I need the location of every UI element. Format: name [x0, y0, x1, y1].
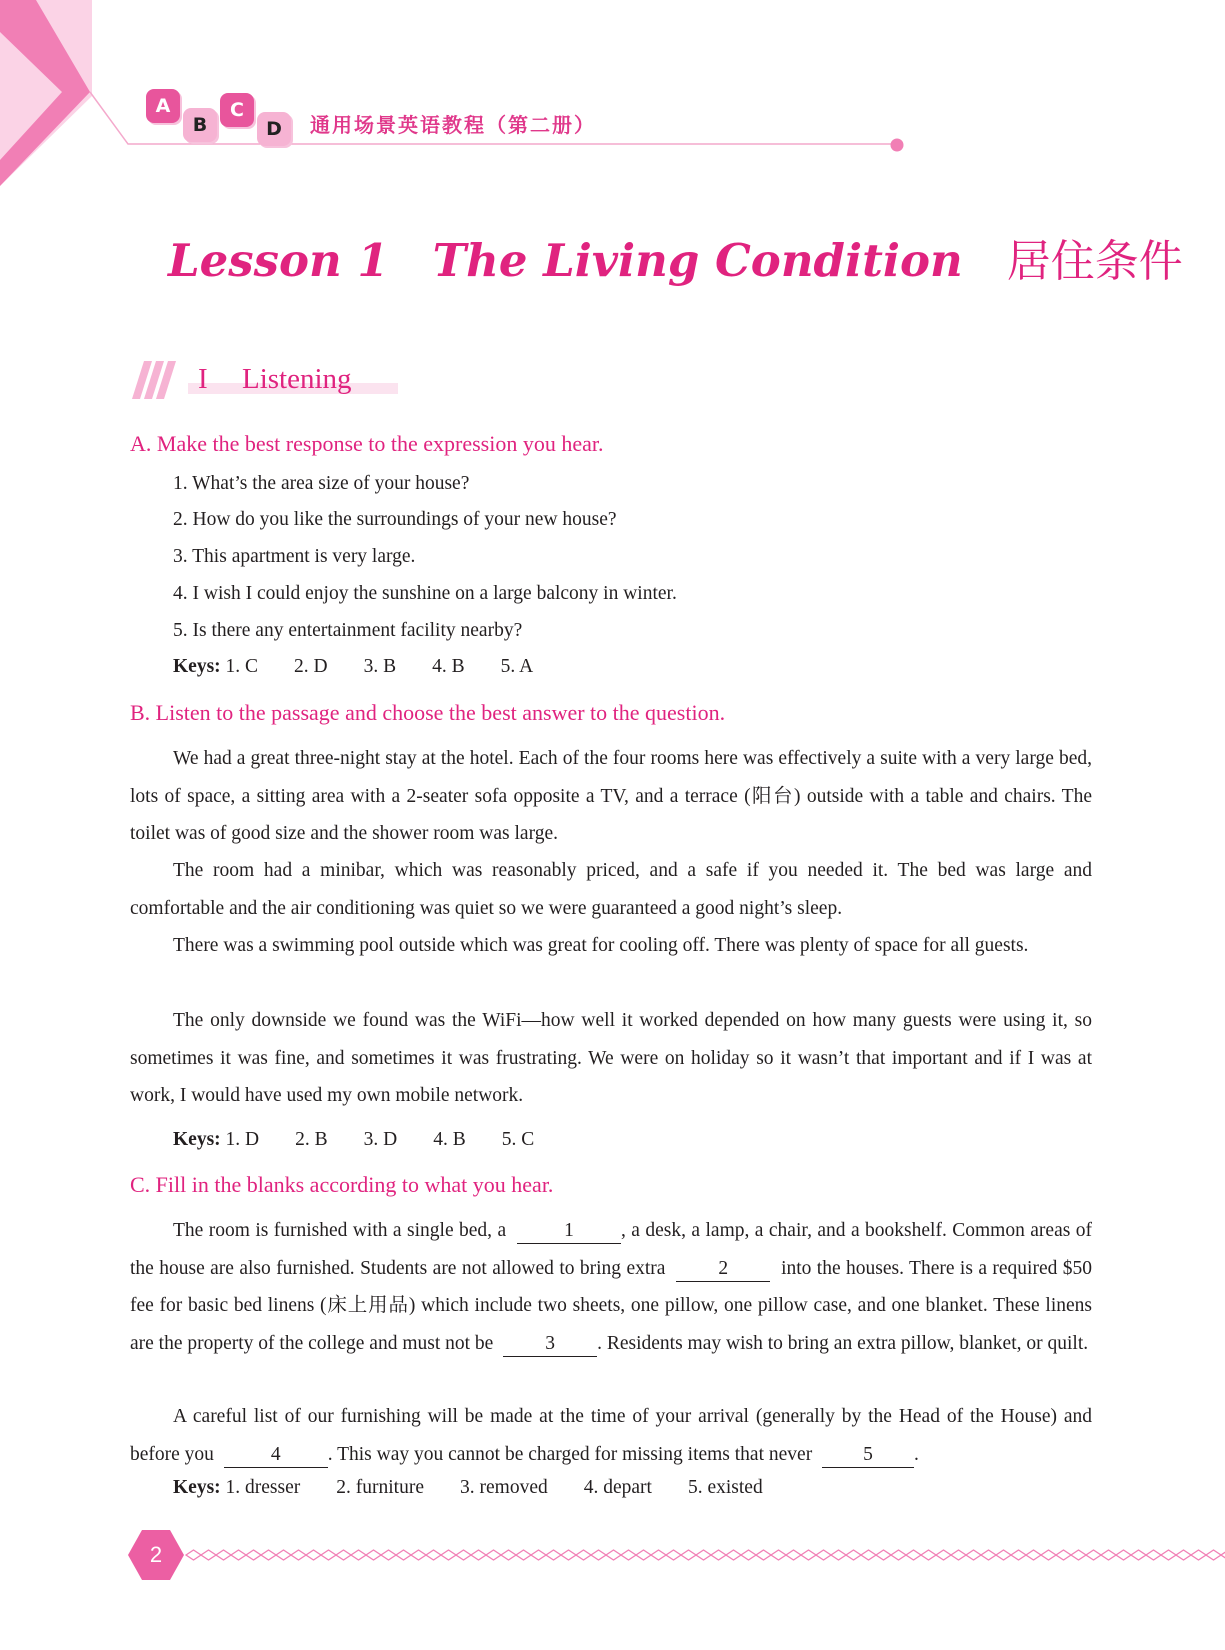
- text-run: A careful list of our furnishing will be made at the time of your arrival (generally by the Head of the House) and before you: [130, 1406, 1092, 1465]
- part-c-keys: [173, 1473, 799, 1503]
- chain-diamond: [441, 1550, 456, 1560]
- key-item: 3. D: [363, 1129, 398, 1150]
- key-item: 5. A: [500, 656, 534, 677]
- part-b-heading: B. Listen to the passage and choose the best answer to the question.: [130, 700, 726, 725]
- chain-diamond: [591, 1550, 606, 1560]
- chain-diamond: [921, 1550, 936, 1560]
- chain-diamond: [261, 1550, 276, 1560]
- chain-diamond: [201, 1550, 216, 1560]
- paragraph: The room had a minibar, which was reasonably priced, and a safe if you needed it. The bed was large and comfortable and the air conditioning was quiet so we were guaranteed a good night’s sleep.: [130, 860, 1092, 919]
- chain-diamond: [396, 1550, 411, 1560]
- chain-diamond: [951, 1550, 966, 1560]
- keys-label: Keys:: [173, 656, 221, 677]
- corner-decoration: [0, 0, 1225, 200]
- chain-diamond: [636, 1550, 651, 1560]
- text-run: into the houses. There is a required $50 fee for basic bed linens (床上用品) which include two sheets, one pillow, one pillow case, and one blanket. These linens are the property of the college and must not be: [130, 1257, 1093, 1354]
- lesson-title-cn: 居住条件: [1006, 236, 1183, 287]
- chain-diamond: [666, 1550, 681, 1560]
- chain-diamond: [216, 1550, 231, 1560]
- logo-block-c: C: [220, 93, 254, 127]
- keys-label: Keys:: [173, 1477, 221, 1498]
- blank-5: 5: [822, 1443, 914, 1468]
- chain-diamond: [1041, 1550, 1056, 1560]
- chain-diamond: [576, 1550, 591, 1560]
- footer-decoration: [0, 1520, 1225, 1600]
- slash-stripes-icon: [132, 361, 176, 399]
- key-item: 1. C: [225, 656, 259, 677]
- part-b-keys: [173, 1125, 570, 1155]
- chain-diamond: [606, 1550, 621, 1560]
- keys-label: Keys:: [173, 1129, 221, 1150]
- lesson-number: Lesson 1: [168, 234, 389, 287]
- chain-diamond: [1101, 1550, 1116, 1560]
- blank-2: 2: [676, 1257, 770, 1282]
- chain-diamond: [426, 1550, 441, 1560]
- logo-block-a: A: [146, 89, 180, 123]
- key-item: 4. depart: [583, 1477, 652, 1498]
- chain-diamond: [621, 1550, 636, 1560]
- chain-diamond: [1026, 1550, 1041, 1560]
- chain-diamond: [876, 1550, 891, 1560]
- book-title: 通用场景英语教程（第二册）: [310, 113, 596, 137]
- chain-diamond: [771, 1550, 786, 1560]
- chain-diamond: [486, 1550, 501, 1560]
- chain-diamond: [786, 1550, 801, 1560]
- chain-diamond: [516, 1550, 531, 1560]
- text-run: The room is furnished with a single bed, a: [173, 1220, 507, 1241]
- logo-block-d: D: [257, 112, 291, 146]
- chain-diamond: [1206, 1550, 1221, 1560]
- lesson-title-en: The Living Condition: [432, 234, 963, 287]
- chain-diamond: [306, 1550, 321, 1560]
- chain-diamond: [741, 1550, 756, 1560]
- chain-diamond: [906, 1550, 921, 1560]
- key-item: 4. B: [433, 1129, 466, 1150]
- key-item: 5. C: [501, 1129, 535, 1150]
- key-item: 2. B: [295, 1129, 328, 1150]
- chain-diamond: [831, 1550, 846, 1560]
- chain-diamond: [1161, 1550, 1176, 1560]
- chain-diamond: [1146, 1550, 1161, 1560]
- chain-diamond: [531, 1550, 546, 1560]
- part-c-heading: C. Fill in the blanks according to what you hear.: [130, 1172, 554, 1197]
- chain-diamond: [411, 1550, 426, 1560]
- blank-1: 1: [517, 1219, 621, 1244]
- chain-diamond: [321, 1550, 336, 1560]
- chain-diamond: [816, 1550, 831, 1560]
- chain-diamond: [246, 1550, 261, 1560]
- blank-3: 3: [503, 1332, 597, 1357]
- chain-diamond: [1011, 1550, 1026, 1560]
- chain-diamond: [231, 1550, 246, 1560]
- section-numeral: I: [198, 363, 208, 395]
- chain-diamond: [381, 1550, 396, 1560]
- list-item: 5. Is there any entertainment facility nearby?: [173, 620, 523, 641]
- chain-diamond: [891, 1550, 906, 1560]
- text-run: . Residents may wish to bring an extra pillow, blanket, or quilt.: [597, 1332, 1089, 1354]
- section-header: [132, 356, 402, 402]
- text-run: .: [913, 1443, 919, 1465]
- section-name: Listening: [242, 363, 352, 395]
- chain-diamond: [561, 1550, 576, 1560]
- paragraph: There was a swimming pool outside which was great for cooling off. There was plenty of space for all guests.: [173, 935, 1029, 956]
- page-number: 2: [149, 1542, 163, 1567]
- paragraph: We had a great three-night stay at the hotel. Each of the four rooms here was effectively a suite with a very large bed, lots of space, a sitting area with a 2-seater sofa opposite a TV, and a terrace (阳台) outside with a table and chairs. The toilet was of good size and the shower room was large.: [130, 748, 1092, 844]
- chain-diamond: [1131, 1550, 1146, 1560]
- paragraph-with-blanks: [130, 1212, 1092, 1362]
- chain-diamond: [651, 1550, 666, 1560]
- part-a-keys: [173, 652, 569, 682]
- list-item: 3. This apartment is very large.: [173, 546, 416, 567]
- chain-diamond: [471, 1550, 486, 1560]
- list-item: 4. I wish I could enjoy the sunshine on a large balcony in winter.: [173, 583, 677, 604]
- key-item: 3. removed: [460, 1477, 548, 1498]
- chain-diamond: [726, 1550, 741, 1560]
- chain-diamond: [936, 1550, 951, 1560]
- lesson-title: [168, 226, 1183, 296]
- chain-diamond: [681, 1550, 696, 1560]
- chain-diamond: [1071, 1550, 1086, 1560]
- key-item: 3. B: [363, 656, 397, 677]
- key-item: 5. existed: [687, 1477, 763, 1498]
- chain-diamond: [291, 1550, 306, 1560]
- chain-diamond: [756, 1550, 771, 1560]
- chain-diamond: [711, 1550, 726, 1560]
- chain-diamond: [186, 1550, 201, 1560]
- key-item: 1. D: [225, 1129, 260, 1150]
- list-item: 2. How do you like the surroundings of your new house?: [173, 509, 617, 530]
- chain-diamond: [1191, 1550, 1206, 1560]
- blank-4: 4: [224, 1443, 328, 1468]
- part-a-heading: A. Make the best response to the expression you hear.: [130, 431, 604, 456]
- paragraph: The only downside we found was the WiFi—how well it worked depended on how many guests were using it, so sometimes it was fine, and sometimes it was frustrating. We were on holiday so it wasn’t that important and if I was at work, I would have used my own mobile network.: [130, 1010, 1092, 1106]
- chain-diamond: [1221, 1550, 1225, 1560]
- chain-diamond: [801, 1550, 816, 1560]
- text-run: . This way you cannot be charged for missing items that never: [327, 1443, 813, 1465]
- chain-diamond: [696, 1550, 711, 1560]
- chain-diamond: [981, 1550, 996, 1560]
- key-item: 4. B: [432, 656, 465, 677]
- chain-diamond: [276, 1550, 291, 1560]
- key-item: 1. dresser: [225, 1477, 301, 1498]
- chain-diamond: [546, 1550, 561, 1560]
- chain-diamond: [996, 1550, 1011, 1560]
- chain-diamond: [366, 1550, 381, 1560]
- text-run: , a desk, a lamp, a chair, and a bookshelf. Common areas of the house are also furnished. Students are not allowed to bring extra: [130, 1220, 1092, 1279]
- chain-diamond: [1056, 1550, 1071, 1560]
- diamond-chain: [186, 1550, 1225, 1560]
- key-item: 2. D: [294, 656, 328, 677]
- chain-diamond: [336, 1550, 351, 1560]
- chain-diamond: [861, 1550, 876, 1560]
- chain-diamond: [1086, 1550, 1101, 1560]
- chain-diamond: [501, 1550, 516, 1560]
- chain-diamond: [456, 1550, 471, 1560]
- list-item: 1. What’s the area size of your house?: [173, 473, 470, 494]
- chain-diamond: [966, 1550, 981, 1560]
- key-item: 2. furniture: [336, 1477, 424, 1498]
- chain-diamond: [1176, 1550, 1191, 1560]
- chain-diamond: [351, 1550, 366, 1560]
- logo-block-b: B: [183, 108, 217, 142]
- chain-diamond: [846, 1550, 861, 1560]
- chain-diamond: [1116, 1550, 1131, 1560]
- paragraph-with-blanks: [130, 1398, 1092, 1473]
